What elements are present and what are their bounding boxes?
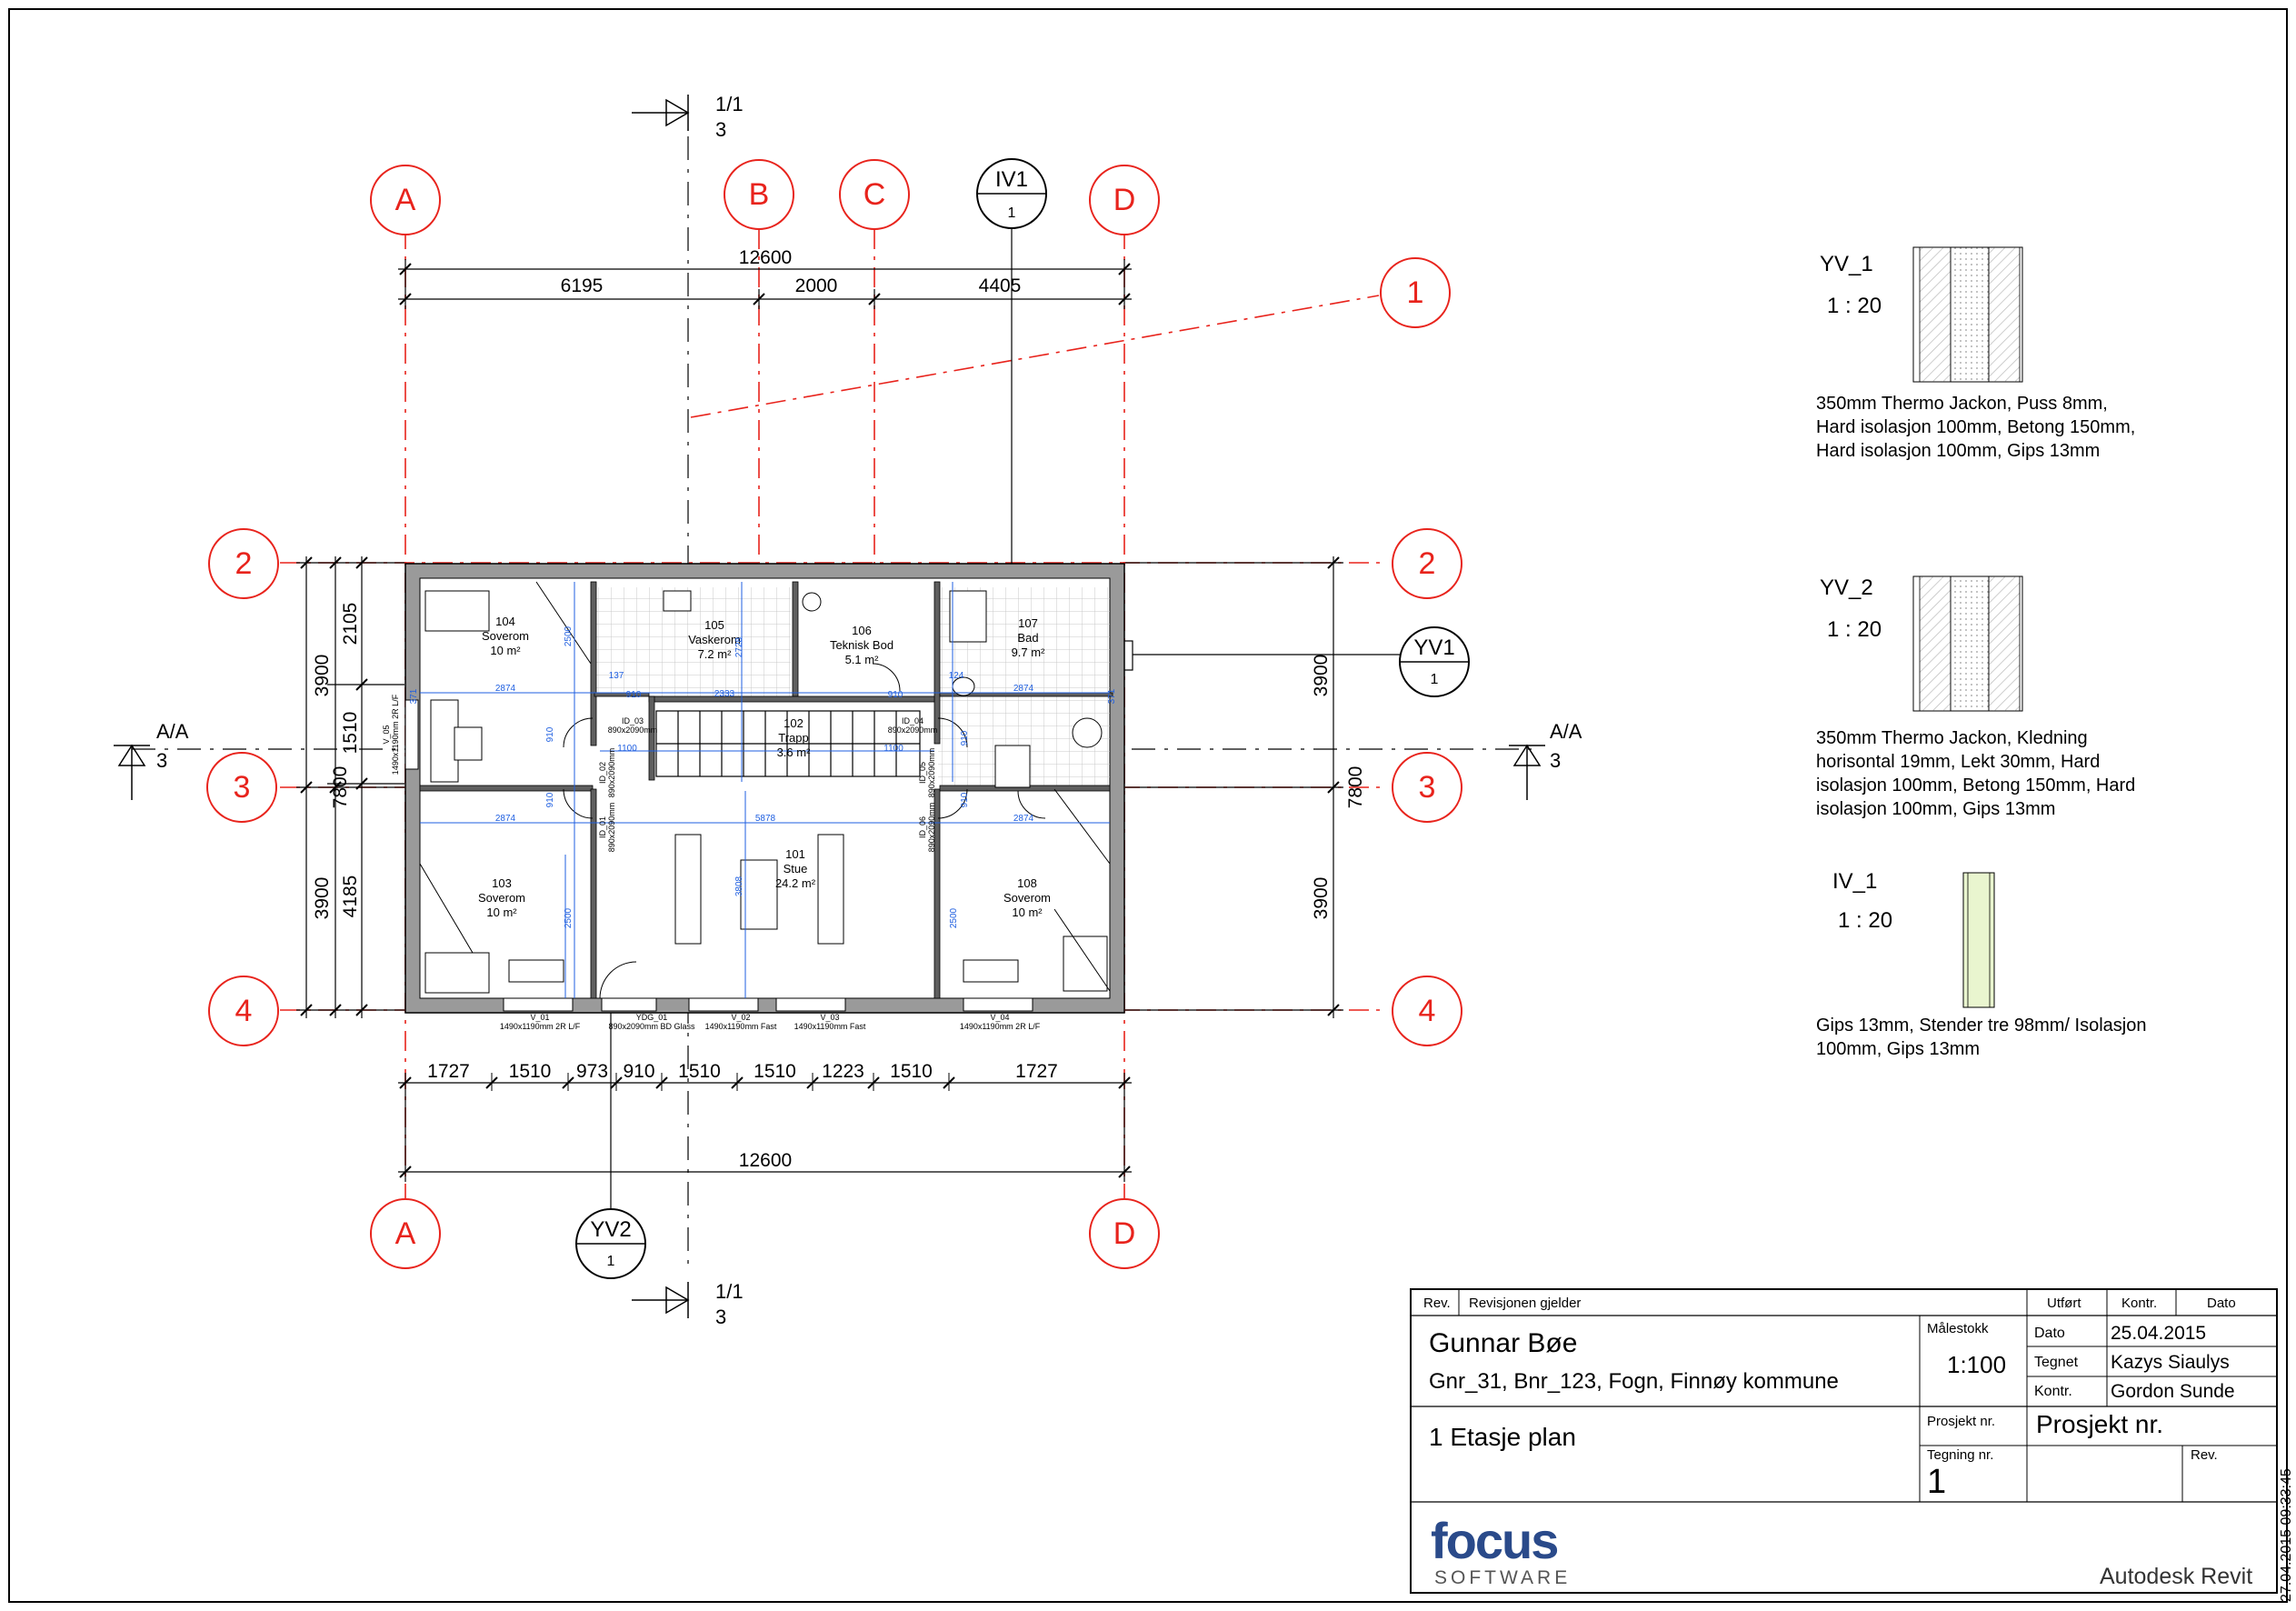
tb-drawing-title: 1 Etasje plan <box>1429 1423 1576 1451</box>
svg-text:YV_2: YV_2 <box>1820 575 1873 600</box>
svg-text:1 : 20: 1 : 20 <box>1827 294 1882 318</box>
room-number: 104 <box>495 615 515 628</box>
window-tag-ydg_01[interactable] <box>608 1013 695 1031</box>
wall-type-yv1 <box>1816 247 2135 461</box>
interior-dim-label: 124 <box>948 671 964 681</box>
room-area: 9.7 m² <box>1011 645 1045 659</box>
tb-dato-label: Dato <box>2034 1326 2065 1341</box>
tb-timestamp: 27.04.2015 09:33:45 <box>2279 1468 2294 1602</box>
section-marker-left[interactable] <box>114 720 189 800</box>
section-marker-bottom[interactable] <box>632 1280 744 1328</box>
svg-text:D: D <box>1113 1216 1136 1251</box>
tb-address: Gnr_31, Bnr_123, Fogn, Finnøy kommune <box>1429 1369 1839 1394</box>
room-number: 107 <box>1018 616 1038 630</box>
grid-bubble-d-bottom[interactable] <box>1090 1199 1159 1268</box>
wall-type-iv1 <box>1816 869 2146 1059</box>
interior-dim-label: 371 <box>409 688 419 705</box>
room-area: 7.2 m² <box>697 647 732 661</box>
svg-text:Hard isolasjon 100mm, Betong 1: Hard isolasjon 100mm, Betong 150mm, <box>1816 417 2136 437</box>
door-tag-size: 890x2090mm <box>927 747 936 798</box>
interior-dim-label: 910 <box>960 730 970 746</box>
room-area: 24.2 m² <box>774 876 816 890</box>
title-block-text <box>1423 1296 2294 1602</box>
door-tag-size: 890x2090mm <box>927 802 936 853</box>
interior-dim-label: 1100 <box>617 744 637 754</box>
tb-kontr-header: Kontr. <box>2121 1296 2158 1311</box>
window-tag-v_01[interactable] <box>500 1013 581 1031</box>
svg-text:1: 1 <box>1406 275 1424 310</box>
tb-tegnet-value: Kazys Siaulys <box>2111 1352 2230 1373</box>
grid-bubble-2-right[interactable] <box>1393 529 1462 598</box>
focus-logo: focus <box>1431 1512 1558 1569</box>
svg-text:4: 4 <box>1418 994 1436 1028</box>
section-left-ref: A/A <box>156 720 189 743</box>
dim-bottom-total: 12600 <box>738 1150 793 1171</box>
svg-text:Hard isolasjon 100mm, Gips 13m: Hard isolasjon 100mm, Gips 13mm <box>1816 441 2101 461</box>
window-tag-v_05[interactable] <box>382 694 400 775</box>
window-tag-size: 1490x1190mm Fast <box>704 1022 777 1031</box>
dim-bottom-seg-6: 1510 <box>754 1061 796 1082</box>
tb-prosjekt-value: Prosjekt nr. <box>2036 1410 2164 1438</box>
grid-bubble-b-top[interactable] <box>724 160 794 229</box>
room-number: 106 <box>852 624 872 637</box>
dim-bottom-seg-1: 1727 <box>427 1061 470 1082</box>
section-bottom-ref: 1/1 <box>715 1280 744 1303</box>
svg-text:1: 1 <box>606 1254 615 1269</box>
tb-utfort-header: Utført <box>2047 1296 2081 1311</box>
interior-dim-label: 910 <box>545 792 555 808</box>
tb-tegnet-label: Tegnet <box>2034 1355 2079 1370</box>
tb-client: Gunnar Bøe <box>1429 1328 1578 1358</box>
grid-bubble-4-left[interactable] <box>209 976 278 1046</box>
door-tag-size: 890x2090mm <box>607 725 658 735</box>
tb-kontr-label: Kontr. <box>2034 1384 2072 1399</box>
door-tag-id: ID_05 <box>918 761 927 785</box>
dim-right-3: 3900 <box>1311 876 1332 920</box>
dim-bottom-seg-3: 973 <box>575 1061 609 1082</box>
svg-text:YV1: YV1 <box>1413 635 1455 660</box>
door-tag-id: ID_06 <box>918 816 927 839</box>
door-tag-size: 890x2090mm <box>607 802 616 853</box>
svg-text:A: A <box>394 183 416 217</box>
window-tag-id: YDG_01 <box>635 1013 668 1022</box>
room-name: Teknisk Bod <box>829 638 894 652</box>
window-tag-size: 1490x1190mm 2R L/F <box>391 694 400 775</box>
room-number: 108 <box>1017 876 1037 890</box>
interior-dim-label: 910 <box>545 726 555 743</box>
window-tag-v_03[interactable] <box>794 1013 866 1031</box>
tb-kontr-value: Gordon Sunde <box>2111 1381 2235 1402</box>
room-area: 10 m² <box>486 906 517 919</box>
svg-text:350mm Thermo Jackon, Kledning: 350mm Thermo Jackon, Kledning <box>1816 728 2088 748</box>
svg-text:IV_1: IV_1 <box>1832 869 1878 894</box>
section-marker-top[interactable] <box>632 93 744 141</box>
dim-left-inner-2: 1510 <box>340 711 361 755</box>
svg-text:4: 4 <box>235 994 253 1028</box>
tb-rev-label: Rev. <box>2191 1447 2218 1463</box>
window-tag-v_02[interactable] <box>705 1013 777 1031</box>
section-top-sheet: 3 <box>715 118 727 141</box>
room-area: 3.6 m² <box>776 745 811 759</box>
room-name: Soverom <box>477 891 526 905</box>
svg-text:2: 2 <box>1418 546 1436 581</box>
svg-text:B: B <box>748 177 770 212</box>
window-tag-id: V_02 <box>731 1013 751 1022</box>
focus-logo-sub: SOFTWARE <box>1434 1567 1572 1588</box>
tb-rev-desc-header: Revisjonen gjelder <box>1469 1296 1582 1311</box>
svg-text:350mm Thermo Jackon, Puss 8mm: 350mm Thermo Jackon, Puss 8mm, <box>1816 394 2108 414</box>
interior-dim-label: 137 <box>608 671 624 681</box>
room-name: Bad <box>1017 631 1039 645</box>
tb-dato-header: Dato <box>2207 1296 2236 1311</box>
svg-text:1 : 20: 1 : 20 <box>1838 908 1893 933</box>
tb-malestokk-value: 1:100 <box>1947 1351 2007 1378</box>
section-right-sheet: 3 <box>1550 749 1562 772</box>
window-tag-id: V_03 <box>820 1013 840 1022</box>
svg-text:YV_1: YV_1 <box>1820 252 1873 276</box>
interior-dim-label: 910 <box>625 690 642 700</box>
interior-dim-label: 910 <box>960 792 970 808</box>
interior-dim-label: 2500 <box>564 907 574 929</box>
svg-text:IV1: IV1 <box>994 167 1029 192</box>
interior-dim-label: 3808 <box>734 876 744 897</box>
room-name: Trapp <box>778 731 809 745</box>
tb-tegning-value: 1 <box>1927 1463 1947 1501</box>
interior-dim-label: 910 <box>887 690 903 700</box>
interior-dim-label: 2333 <box>714 689 735 699</box>
interior-dim-label: 2500 <box>564 625 574 647</box>
grid-bubble-a-top[interactable] <box>371 165 440 235</box>
window-tag-size: 1490x1190mm Fast <box>794 1022 866 1031</box>
door-tag-id: ID_02 <box>598 761 607 785</box>
interior-dim-label: 371 <box>1107 688 1117 705</box>
grid-bubble-4-right[interactable] <box>1393 976 1462 1046</box>
window-tag-id: V_01 <box>530 1013 550 1022</box>
dim-left-outer-1: 3900 <box>312 654 333 697</box>
room-area: 10 m² <box>1012 906 1043 919</box>
svg-text:3: 3 <box>1418 770 1436 805</box>
svg-text:YV2: YV2 <box>590 1217 632 1242</box>
door-tag-id: ID_03 <box>621 716 644 725</box>
room-number: 105 <box>704 618 724 632</box>
svg-text:1: 1 <box>1430 672 1439 687</box>
section-right-ref: A/A <box>1550 720 1582 743</box>
window-tag-size: 890x2090mm BD Glass <box>608 1022 695 1031</box>
svg-text:D: D <box>1113 183 1136 217</box>
svg-text:A: A <box>394 1216 416 1251</box>
interior-dim-label: 2500 <box>949 907 959 929</box>
elevation-marker-yv1[interactable] <box>1400 627 1469 696</box>
grid-bubble-c-top[interactable] <box>840 160 909 229</box>
interior-dim-label: 2728 <box>734 636 744 658</box>
section-top-ref: 1/1 <box>715 93 744 115</box>
bottom-dimension-labels <box>427 1061 1058 1082</box>
wall-type-yv2 <box>1816 575 2135 819</box>
window-tag-size: 1490x1190mm 2R L/F <box>499 1022 581 1031</box>
dim-right-1: 3900 <box>1311 654 1332 697</box>
window-tag-size: 1490x1190mm 2R L/F <box>959 1022 1041 1031</box>
svg-text:C: C <box>863 177 886 212</box>
room-number: 103 <box>492 876 512 890</box>
svg-text:2: 2 <box>235 546 253 581</box>
tb-malestokk-label: Målestokk <box>1927 1321 1989 1336</box>
dim-bottom-seg-4: 910 <box>623 1061 655 1082</box>
dim-bottom-seg-2: 1510 <box>508 1061 552 1082</box>
dim-left-inner-1: 2105 <box>340 602 361 645</box>
room-name: Vaskerom <box>688 633 741 646</box>
dim-left-outer-2: 7800 <box>330 765 351 809</box>
tb-dato-value: 25.04.2015 <box>2111 1323 2207 1344</box>
room-area: 10 m² <box>490 644 521 657</box>
grid-bubble-1-diagonal[interactable] <box>1381 258 1450 327</box>
window-tag-v_04[interactable] <box>960 1013 1041 1031</box>
svg-text:horisontal 19mm, Lekt 30mm, Ha: horisontal 19mm, Lekt 30mm, Hard <box>1816 752 2101 772</box>
room-number: 101 <box>785 847 805 861</box>
interior-dim-label: 2874 <box>494 684 516 694</box>
interior-dim-label: 2874 <box>1013 684 1034 694</box>
window-tag-id: V_04 <box>990 1013 1010 1022</box>
dim-bottom-seg-5: 1510 <box>678 1061 721 1082</box>
interior-dim-label: 2874 <box>494 814 516 824</box>
interior-dim-label: 2874 <box>1013 814 1034 824</box>
dim-top-seg-2: 2000 <box>794 275 838 296</box>
grid-bubble-3-right[interactable] <box>1393 753 1462 822</box>
room-number: 102 <box>784 716 804 730</box>
grid-bubble-d-top[interactable] <box>1090 165 1159 235</box>
section-bottom-sheet: 3 <box>715 1306 727 1328</box>
svg-text:3: 3 <box>233 770 251 805</box>
door-tag-size: 890x2090mm <box>887 725 938 735</box>
svg-text:isolasjon 100mm, Gips 13mm: isolasjon 100mm, Gips 13mm <box>1816 799 2056 819</box>
room-area: 5.1 m² <box>844 653 879 666</box>
tb-tegning-label: Tegning nr. <box>1927 1447 1994 1463</box>
svg-text:Gips 13mm, Stender tre 98mm/ I: Gips 13mm, Stender tre 98mm/ Isolasjon <box>1816 1016 2147 1036</box>
tb-prosjekt-label: Prosjekt nr. <box>1927 1414 1996 1429</box>
interior-dim-label: 5878 <box>754 814 776 824</box>
dim-bottom-seg-8: 1510 <box>890 1061 933 1082</box>
room-name: Soverom <box>1003 891 1052 905</box>
window-tag-id: V_05 <box>382 725 391 745</box>
room-name: Stue <box>783 862 808 876</box>
grid-bubble-a-bottom[interactable] <box>371 1199 440 1268</box>
door-tag-id: ID_01 <box>598 816 607 839</box>
elevation-marker-iv1[interactable] <box>977 159 1046 228</box>
svg-text:100mm, Gips 13mm: 100mm, Gips 13mm <box>1816 1039 1981 1059</box>
dim-top-seg-3: 4405 <box>978 275 1022 296</box>
door-tag-id: ID_04 <box>901 716 924 725</box>
svg-text:isolasjon 100mm, Betong 150mm,: isolasjon 100mm, Betong 150mm, Hard <box>1816 775 2136 795</box>
svg-text:1 : 20: 1 : 20 <box>1827 617 1882 642</box>
dim-left-inner-3: 4185 <box>340 875 361 918</box>
dim-top-total: 12600 <box>738 247 793 268</box>
interior-dim-label: 1100 <box>883 744 903 754</box>
dim-top-seg-1: 6195 <box>560 275 604 296</box>
dim-bottom-seg-9: 1727 <box>1015 1061 1058 1082</box>
dim-left-outer-3: 3900 <box>312 876 333 920</box>
section-left-sheet: 3 <box>156 749 168 772</box>
section-marker-right[interactable] <box>1509 720 1582 800</box>
dim-bottom-seg-7: 1223 <box>822 1061 864 1082</box>
elevation-marker-yv2[interactable] <box>576 1209 645 1278</box>
tb-software: Autodesk Revit <box>2100 1564 2253 1589</box>
grid-bubble-3-left[interactable] <box>207 753 276 822</box>
door-tag-size: 890x2090mm <box>607 747 616 798</box>
grid-bubble-2-left[interactable] <box>209 529 278 598</box>
tb-rev-header: Rev. <box>1423 1296 1451 1311</box>
svg-text:1: 1 <box>1007 205 1016 221</box>
room-name: Soverom <box>481 629 530 643</box>
dim-right-2: 7800 <box>1345 765 1366 809</box>
